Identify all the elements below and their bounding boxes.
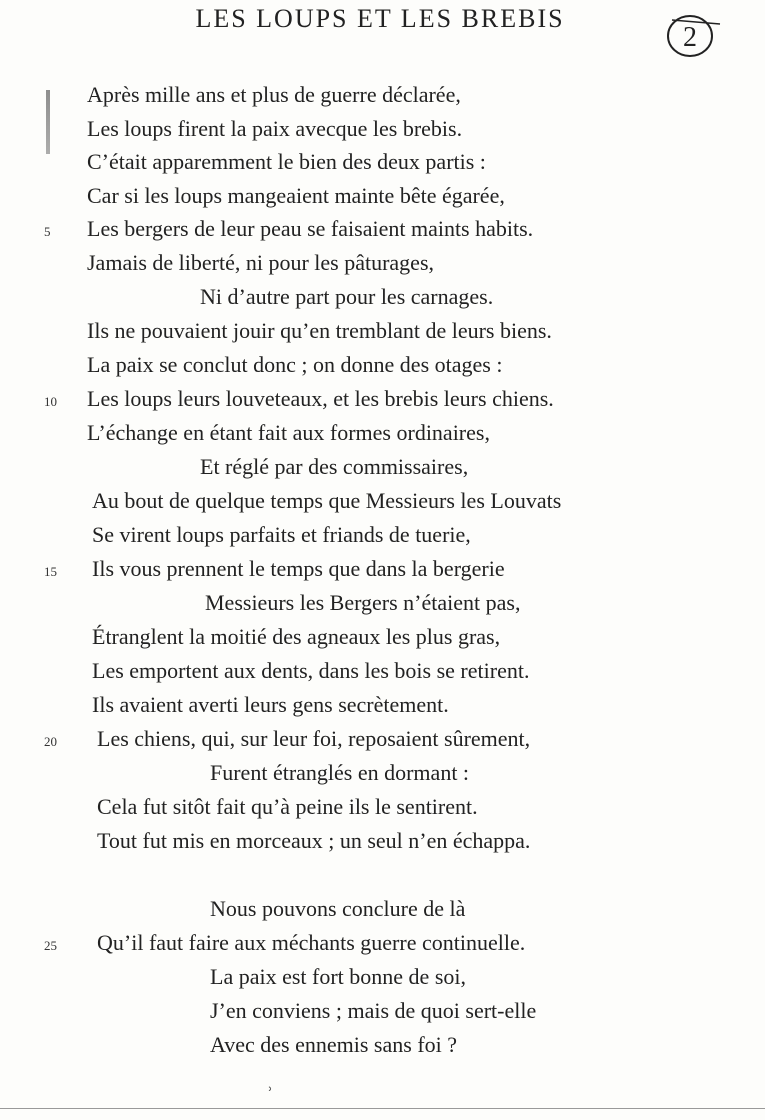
poem-line-text: Les emportent aux dents, dans les bois se retirent. <box>92 658 530 683</box>
poem-line-text: Car si les loups mangeaient mainte bête égarée, <box>87 183 505 208</box>
poem-line-text: Nous pouvons conclure de là <box>210 896 466 921</box>
circled-page-number <box>662 10 722 60</box>
poem-line-text: Tout fut mis en morceaux ; un seul n’en échappa. <box>97 828 531 853</box>
poem-line-text: Au bout de quelque temps que Messieurs les Louvats <box>92 488 562 513</box>
poem-line-text: Ni d’autre part pour les carnages. <box>200 284 494 309</box>
poem-line-text: Messieurs les Bergers n’étaient pas, <box>205 590 521 615</box>
poem-line-text: Ils avaient averti leurs gens secrètement. <box>92 692 449 717</box>
line-number: 15 <box>44 564 57 579</box>
poem-line <box>0 183 765 217</box>
poem-line <box>0 284 765 318</box>
poem-line-text: Furent étranglés en dormant : <box>210 760 470 785</box>
poem-line <box>0 998 765 1032</box>
poem-line-text: C’était apparemment le bien des deux partis : <box>87 149 486 174</box>
poem-line <box>0 386 765 420</box>
poem-line <box>0 624 765 658</box>
poem-line <box>0 692 765 726</box>
poem-line <box>0 318 765 352</box>
poem-line-text: Après mille ans et plus de guerre déclarée, <box>87 82 461 107</box>
poem-line-text: La paix est fort bonne de soi, <box>210 964 466 989</box>
poem-title: LES LOUPS ET LES BREBIS <box>195 4 565 33</box>
poem-line <box>0 760 765 794</box>
poem-line-text: Les chiens, qui, sur leur foi, reposaient sûrement, <box>97 726 531 751</box>
poem-line-text: Étranglent la moitié des agneaux les plus gras, <box>92 624 501 649</box>
poem-line-text: La paix se conclut donc ; on donne des otages : <box>87 352 503 377</box>
poem-line <box>0 658 765 692</box>
poem-line <box>0 488 765 522</box>
poem-line <box>0 454 765 488</box>
line-number: 10 <box>44 394 57 409</box>
poem-line <box>0 82 765 116</box>
poem-line <box>0 522 765 556</box>
poem-line-text: J’en conviens ; mais de quoi sert-elle <box>210 998 537 1023</box>
poem-line <box>0 116 765 150</box>
poem-line <box>0 964 765 998</box>
line-number: 20 <box>44 734 57 749</box>
poem-line-text: Cela fut sitôt fait qu’à peine ils le sentirent. <box>97 794 478 819</box>
poem-line <box>0 352 765 386</box>
line-number: 5 <box>44 224 51 239</box>
poem-line-text: Les loups firent la paix avecque les brebis. <box>87 116 463 141</box>
poem-line-text: Ils ne pouvaient jouir qu’en tremblant de leurs biens. <box>87 318 552 343</box>
poem-line <box>0 726 765 760</box>
poem-line-text: Qu’il faut faire aux méchants guerre continuelle. <box>97 930 526 955</box>
poem-line-text: Les bergers de leur peau se faisaient maints habits. <box>87 216 534 241</box>
poem-line <box>0 896 765 930</box>
poem-line <box>0 250 765 284</box>
bottom-rule <box>0 1108 765 1109</box>
stray-mark: ʾ <box>268 1084 273 1103</box>
poem-line-text: Et réglé par des commissaires, <box>200 454 469 479</box>
poem-line-text: Se virent loups parfaits et friands de tuerie, <box>92 522 471 547</box>
poem-line <box>0 556 765 590</box>
poem-line <box>0 794 765 828</box>
poem-line <box>0 149 765 183</box>
poem-line-text: Avec des ennemis sans foi ? <box>210 1032 458 1057</box>
poem-line-text: L’échange en étant fait aux formes ordinaires, <box>87 420 490 445</box>
poem-line <box>0 420 765 454</box>
poem-line-text: Jamais de liberté, ni pour les pâturages, <box>87 250 435 275</box>
poem-line <box>0 216 765 250</box>
poem-line <box>0 1032 765 1066</box>
poem-line-text: Les loups leurs louveteaux, et les brebis leurs chiens. <box>87 386 554 411</box>
line-number: 25 <box>44 938 57 953</box>
poem-line-text: Ils vous prennent le temps que dans la bergerie <box>92 556 505 581</box>
circled-page-number-text: 2 <box>683 22 697 53</box>
poem-line <box>0 590 765 624</box>
poem-line <box>0 930 765 964</box>
poem-line <box>0 828 765 862</box>
